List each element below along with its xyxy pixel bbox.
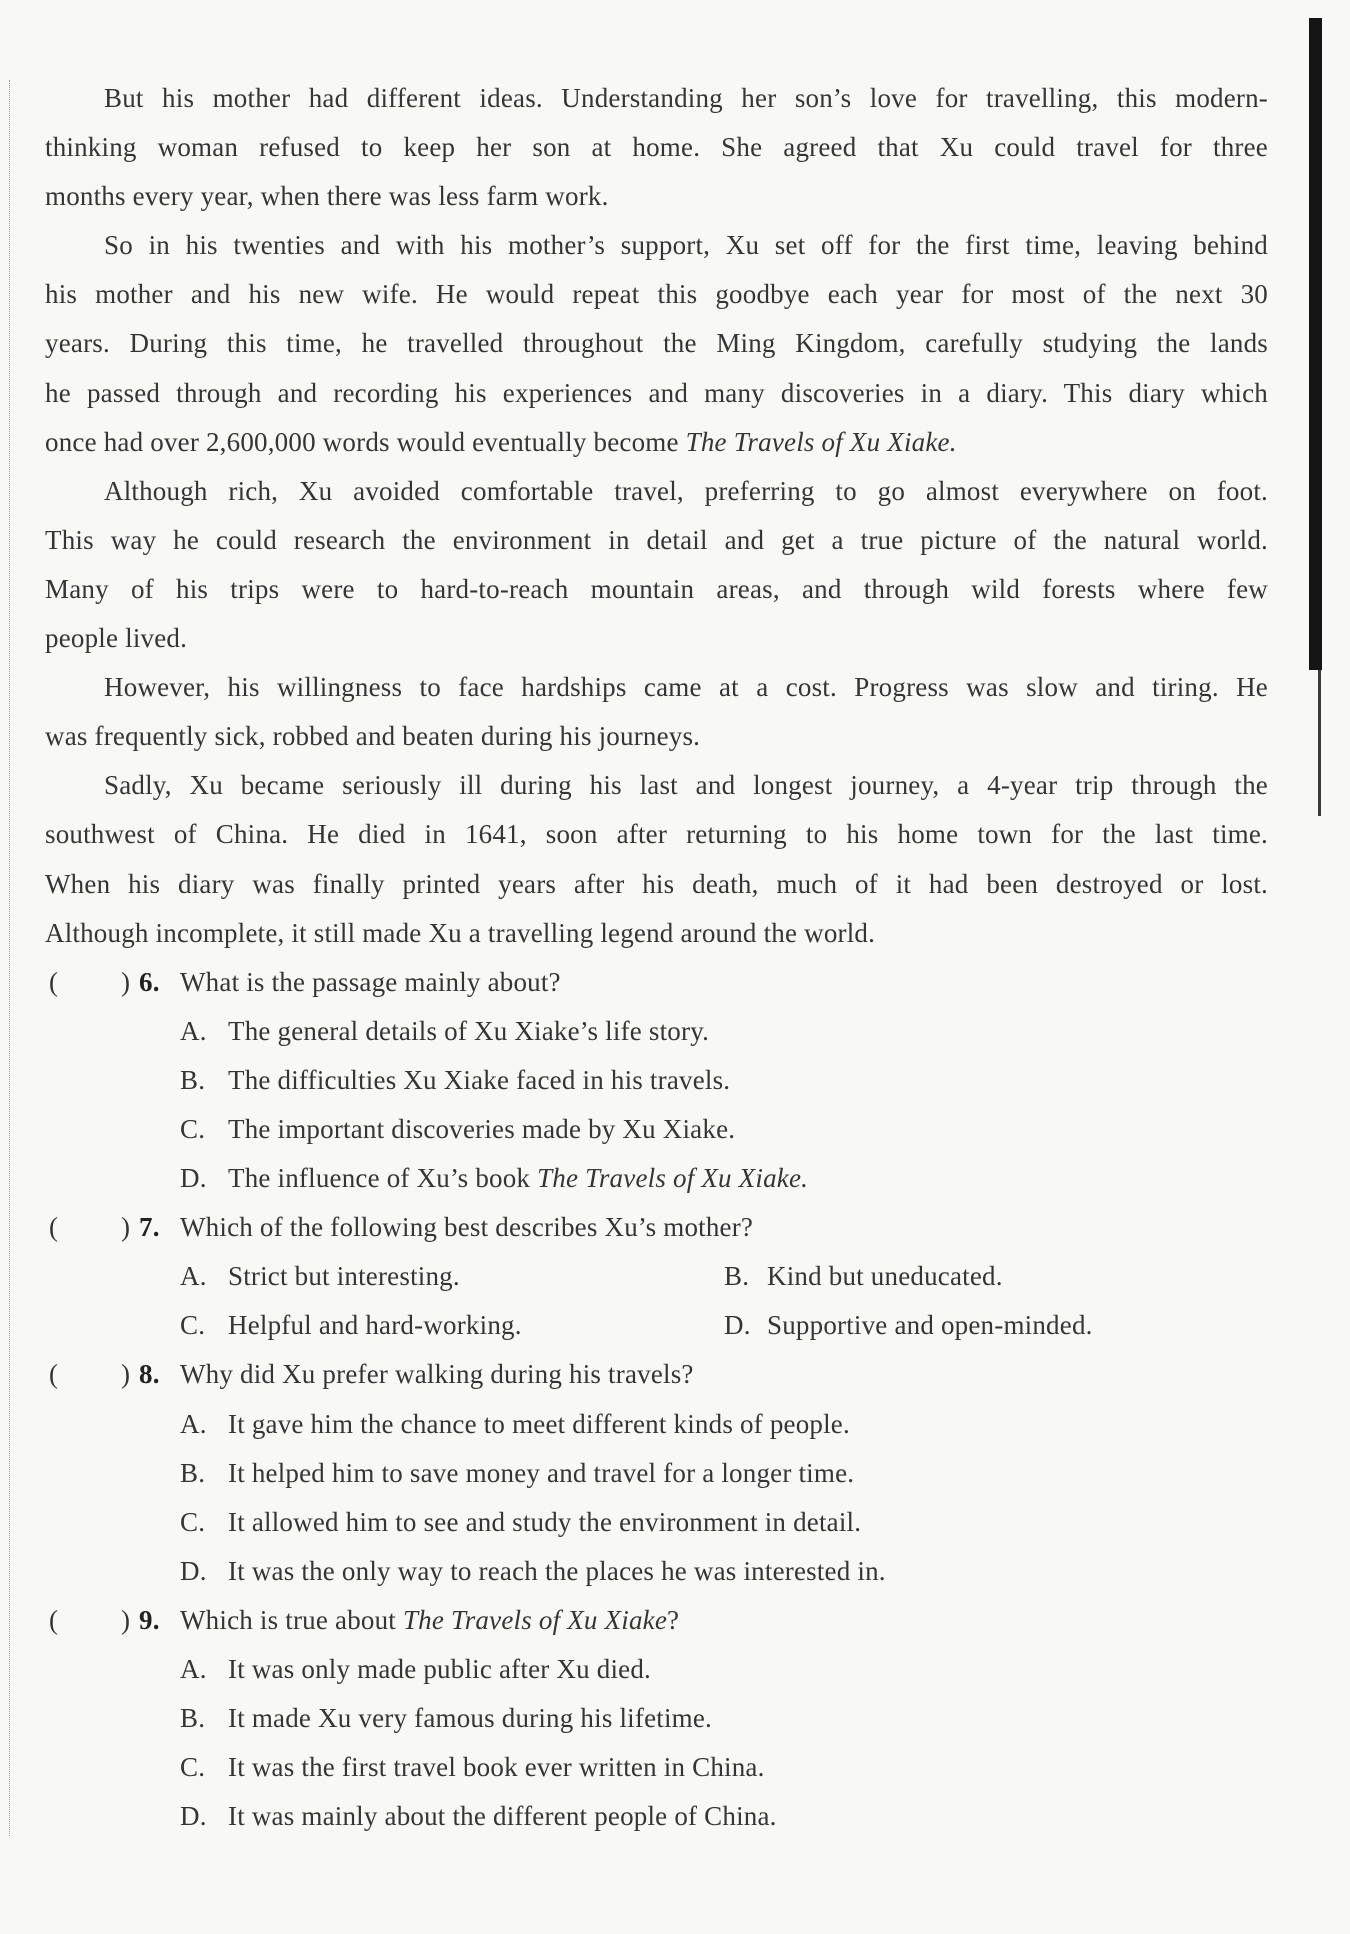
- option-c: [45, 1105, 1268, 1154]
- option-letter: C.: [180, 1506, 206, 1537]
- passage-line: This way he could research the environment in detail and get a true picture of the natural world.: [45, 524, 1268, 555]
- answer-blank: [67, 1600, 117, 1640]
- answer-bracket-close: ): [121, 1212, 131, 1243]
- option-text: The difficulties Xu Xiake faced in his travels.: [228, 1064, 731, 1095]
- passage-paragraph: [45, 74, 1268, 221]
- option-text: The general details of Xu Xiake’s life story.: [228, 1015, 710, 1046]
- answer-blank: [67, 962, 117, 1002]
- answer-bracket-open: (: [49, 1212, 59, 1243]
- option-text: It was the only way to reach the places he was interested in.: [228, 1555, 886, 1586]
- question-stem: Which of the following best describes Xu’s mother?: [180, 1212, 754, 1243]
- answer-bracket-close: ): [121, 1359, 131, 1390]
- option-letter: D.: [180, 1555, 207, 1586]
- option-letter: A.: [180, 1408, 207, 1439]
- answer-bracket-open: (: [49, 1359, 59, 1390]
- option-text-plain: The influence of Xu’s book: [228, 1163, 538, 1194]
- option-letter: B.: [180, 1064, 206, 1095]
- question-stem: What is the passage mainly about?: [180, 966, 561, 997]
- question-9: [45, 1596, 1268, 1841]
- question-number: 9.: [139, 1604, 160, 1635]
- question-8: [45, 1350, 1268, 1595]
- answer-blank: [67, 1354, 117, 1394]
- passage-paragraph: [45, 663, 1268, 761]
- passage-paragraph: [45, 761, 1268, 957]
- answer-bracket-close: ): [121, 1604, 131, 1635]
- option-d: [45, 1792, 1268, 1841]
- option-text: Kind but uneducated.: [767, 1261, 1003, 1292]
- option-letter: C.: [180, 1752, 206, 1783]
- binding-dotted-rule: [9, 80, 10, 1836]
- passage-line: However, his willingness to face hardships came at a cost. Progress was slow and tiring. He: [104, 672, 1268, 703]
- passage-line: he passed through and recording his experiences and many discoveries in a diary. This diary which: [45, 377, 1268, 408]
- question-number: 8.: [139, 1359, 160, 1390]
- option-a: [45, 1645, 1268, 1694]
- option-letter: A.: [180, 1015, 207, 1046]
- option-text: It helped him to save money and travel for a longer time.: [228, 1457, 855, 1488]
- passage-line: thinking woman refused to keep her son at home. She agreed that Xu could travel for three: [45, 132, 1268, 163]
- option-letter: D.: [180, 1801, 207, 1832]
- passage-line: Although incomplete, it still made Xu a travelling legend around the world.: [45, 917, 876, 948]
- answer-bracket-open: (: [49, 966, 59, 997]
- option-letter: B.: [180, 1457, 206, 1488]
- passage-line: So in his twenties and with his mother’s support, Xu set off for the first time, leaving behind: [104, 230, 1268, 261]
- option-text: [228, 1154, 808, 1203]
- option-c: [45, 1498, 1268, 1547]
- option-c: [45, 1743, 1268, 1792]
- question-number: 6.: [139, 966, 160, 997]
- passage-line: months every year, when there was less farm work.: [45, 181, 609, 212]
- question-stem-row: [45, 958, 1268, 1007]
- answer-bracket-open: (: [49, 1604, 59, 1635]
- option-text: It was only made public after Xu died.: [228, 1654, 651, 1684]
- option-text: It gave him the chance to meet different kinds of people.: [228, 1408, 850, 1439]
- question-stem-row: [45, 1203, 1268, 1252]
- option-text: Strict but interesting.: [228, 1261, 460, 1292]
- option-text: It made Xu very famous during his lifetime.: [228, 1703, 712, 1734]
- option-a: [45, 1007, 1268, 1056]
- option-letter: A.: [180, 1261, 207, 1292]
- question-stem-row: [45, 1350, 1268, 1399]
- question-mark: ?: [667, 1604, 680, 1635]
- passage-line: Sadly, Xu became seriously ill during his last and longest journey, a 4-year trip through the: [104, 770, 1268, 801]
- book-title: The Travels of Xu Xiake: [402, 1604, 668, 1635]
- passage-line: his mother and his new wife. He would repeat this goodbye each year for most of the next 30: [45, 279, 1268, 310]
- option-d: [45, 1547, 1268, 1596]
- question-7: [45, 1203, 1268, 1350]
- question-stem-row: [45, 1596, 1268, 1645]
- option-letter: D.: [724, 1310, 751, 1341]
- question-stem-plain: Which is true about: [180, 1604, 403, 1635]
- passage-line: When his diary was finally printed years after his death, much of it had been destroyed or lost.: [45, 868, 1268, 899]
- option-text: It was the first travel book ever written in China.: [228, 1752, 765, 1783]
- option-row-ab: [45, 1252, 1268, 1301]
- passage-line-text: once had over 2,600,000 words would eventually become: [45, 426, 686, 457]
- option-letter: D.: [180, 1163, 207, 1194]
- passage-line: southwest of China. He died in 1641, soon after returning to his home town for the last time.: [45, 819, 1268, 850]
- option-text: The important discoveries made by Xu Xiake.: [228, 1113, 736, 1144]
- answer-blank: [67, 1207, 117, 1247]
- passage-line: But his mother had different ideas. Understanding her son’s love for travelling, this modern-: [104, 83, 1268, 113]
- option-text: It was mainly about the different people of China.: [228, 1801, 777, 1832]
- passage-line: [45, 418, 1268, 467]
- option-b: [45, 1056, 1268, 1105]
- page-edge-bar: [1309, 18, 1322, 670]
- passage-line: people lived.: [45, 623, 188, 654]
- option-letter: B.: [724, 1261, 750, 1292]
- option-b: [45, 1694, 1268, 1743]
- option-text: Helpful and hard-working.: [228, 1310, 522, 1341]
- question-stem: [180, 1596, 679, 1645]
- book-title: The Travels of Xu Xiake.: [685, 426, 957, 457]
- question-stem: Why did Xu prefer walking during his travels?: [180, 1359, 694, 1390]
- passage-line: Although rich, Xu avoided comfortable travel, preferring to go almost everywhere on foot.: [104, 475, 1268, 506]
- passage-paragraph: [45, 467, 1268, 663]
- option-row-cd: [45, 1301, 1268, 1350]
- option-d: [45, 1154, 1268, 1203]
- option-b: [45, 1449, 1268, 1498]
- answer-bracket-close: ): [121, 966, 131, 997]
- option-text: Supportive and open-minded.: [767, 1310, 1093, 1341]
- book-title: The Travels of Xu Xiake.: [537, 1163, 809, 1194]
- page-edge-bar-thin: [1318, 670, 1321, 816]
- option-letter: C.: [180, 1113, 206, 1144]
- option-letter: C.: [180, 1310, 206, 1341]
- option-letter: A.: [180, 1654, 207, 1684]
- passage-line: was frequently sick, robbed and beaten during his journeys.: [45, 721, 701, 752]
- option-a: [45, 1400, 1268, 1449]
- passage-paragraph: [45, 221, 1268, 466]
- question-6: [45, 958, 1268, 1203]
- question-number: 7.: [139, 1212, 160, 1243]
- passage-line: years. During this time, he travelled throughout the Ming Kingdom, carefully studying the lands: [45, 328, 1268, 359]
- option-letter: B.: [180, 1703, 206, 1734]
- option-text: It allowed him to see and study the environment in detail.: [228, 1506, 862, 1537]
- passage-line: Many of his trips were to hard-to-reach mountain areas, and through wild forests where few: [45, 573, 1268, 604]
- text-column: [45, 74, 1268, 1841]
